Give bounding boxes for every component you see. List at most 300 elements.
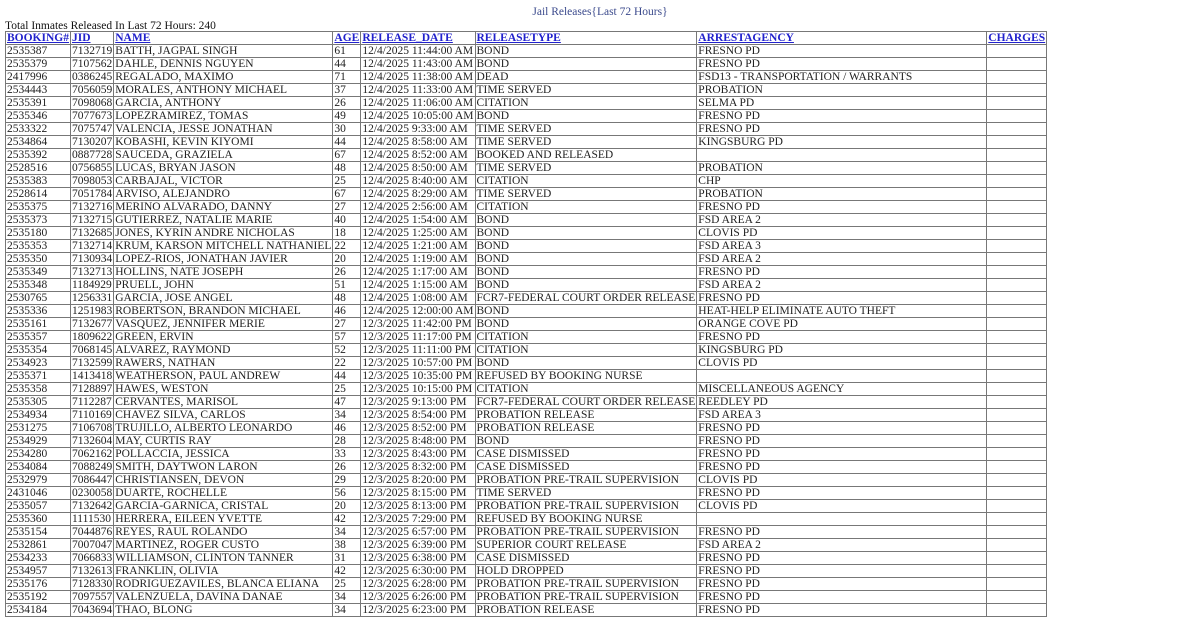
booking-number-cell: 2535057 [6,500,71,513]
jid-cell: 7075747 [71,123,113,135]
booking-number-cell: 2535354 [6,344,71,357]
arrest-agency-cell: FSD AREA 3 [697,240,987,253]
booking-number-cell: 2417996 [6,71,71,84]
table-row [6,331,1047,344]
arrest-agency-cell: KINGSBURG PD [697,136,987,149]
jid-cell: 1111530 [70,513,113,526]
arrest-agency-cell: MISCELLANEOUS AGENCY [697,383,987,396]
release-type-cell: BOND [475,214,697,227]
jid-cell: 1256331 [71,292,113,304]
arrest-agency-cell: SELMA PD [697,97,987,110]
charges-cell [987,45,1047,58]
charges-cell [987,604,1047,617]
name-cell: FRANKLIN, OLIVIA [114,565,333,578]
table-row [6,162,1047,175]
release-date-cell: 12/3/2025 6:57:00 PM [361,526,475,539]
age-cell: 42 [333,513,361,526]
arrest-agency-cell [697,513,987,526]
charges-cell [987,461,1047,474]
arrest-agency-cell: FRESNO PD [697,604,987,617]
table-row [6,448,1047,461]
jid-cell: 7128330 [71,578,113,590]
booking-number-cell: 2535371 [6,370,71,383]
release-type-cell: CASE DISMISSED [475,552,697,565]
charges-cell [987,552,1047,565]
age-cell: 25 [333,175,361,188]
table-row [6,58,1047,71]
name-cell: CHRISTIANSEN, DEVON [114,474,333,487]
arrest-agency-cell: FSD AREA 2 [697,279,987,292]
release-date-cell: 12/4/2025 11:43:00 AM [362,58,474,70]
age-cell: 42 [333,565,361,578]
age-cell: 67 [333,149,361,162]
table-row [6,474,1047,487]
table-row [6,591,1047,604]
arrest-agency-cell: FSD AREA 2 [697,214,987,227]
jid-cell: 1413418 [71,370,113,382]
charges-cell [987,448,1047,461]
age-cell: 29 [333,474,361,487]
table-row [6,552,1047,565]
table-row [6,357,1047,370]
release-date-cell: 12/3/2025 8:48:00 PM [361,435,475,448]
release-date-cell: 12/3/2025 6:23:00 PM [361,604,475,617]
booking-number-cell: 2535373 [6,214,71,227]
age-cell: 31 [333,552,361,565]
booking-number-cell: 2535192 [6,591,71,604]
jid-cell: 7132599 [71,357,113,369]
booking-number-cell: 2535360 [6,513,71,526]
booking-number-cell: 2534864 [6,136,71,149]
table-row [6,110,1047,123]
arrest-agency-cell: FRESNO PD [697,58,987,71]
charges-cell [987,84,1047,97]
booking-number-cell: 2431046 [6,487,71,500]
age-cell: 48 [333,162,361,175]
booking-number-cell: 2531275 [6,422,71,435]
jid-cell: 7106708 [71,422,113,434]
release-date-cell: 12/3/2025 8:54:00 PM [361,409,475,422]
age-cell: 26 [333,97,361,110]
arrest-agency-cell: FRESNO PD [697,487,987,500]
sort-link-jid[interactable]: JID [71,32,91,44]
age-cell: 22 [333,357,361,370]
name-cell: ARVISO, ALEJANDRO [114,188,333,201]
jid-cell: 7132604 [71,435,113,447]
release-type-cell: BOND [475,45,697,58]
name-cell: SMITH, DAYTWON LARON [114,461,333,474]
release-type-cell: BOND [475,305,697,318]
release-type-cell: TIME SERVED [475,487,697,500]
release-date-cell: 12/4/2025 1:08:00 AM [361,292,475,305]
age-cell: 48 [333,292,361,305]
release-type-cell: REFUSED BY BOOKING NURSE [475,370,697,383]
age-cell: 26 [333,266,361,279]
charges-cell [987,331,1047,344]
table-row [6,240,1047,253]
age-cell: 49 [333,110,361,123]
table-row [6,214,1047,227]
age-cell: 25 [333,578,361,591]
name-cell: RAWERS, NATHAN [114,357,333,370]
release-date-cell: 12/4/2025 12:00:00 AM [362,305,474,317]
age-cell: 37 [333,84,361,97]
booking-number-cell: 2534929 [6,435,71,448]
name-cell: PRUELL, JOHN [114,279,333,292]
jid-cell: 7086447 [71,474,113,486]
charges-cell [987,214,1047,227]
sort-link-charges[interactable]: CHARGES [988,32,1046,44]
release-date-cell: 12/4/2025 2:56:00 AM [361,201,475,214]
jid-cell: 7132719 [71,45,113,57]
booking-number-cell: 2534923 [6,357,71,370]
booking-number-cell: 2532979 [6,474,71,487]
booking-number-cell: 2535375 [6,201,71,214]
name-cell: CERVANTES, MARISOL [114,396,333,409]
release-type-cell: PROBATION RELEASE [475,422,697,435]
charges-cell [987,71,1047,84]
age-cell: 44 [333,136,361,149]
jid-cell: 7132714 [71,240,113,252]
jid-cell: 7132642 [71,500,113,512]
charges-cell [987,396,1047,409]
table-row [6,396,1047,409]
table-row [6,292,1047,305]
release-date-cell: 12/3/2025 8:43:00 PM [361,448,475,461]
release-type-cell: BOND [475,279,697,292]
jid-cell: 7056059 [71,84,113,96]
booking-number-cell: 2535349 [6,266,71,279]
jid-cell: 7132685 [71,227,113,239]
jid-cell: 7128897 [71,383,113,395]
sort-link-release-date[interactable]: RELEASE_DATE [362,32,453,44]
charges-cell [987,500,1047,513]
arrest-agency-cell: FSD AREA 2 [697,539,987,552]
table-row [6,253,1047,266]
charges-cell [987,422,1047,435]
name-cell: MORALES, ANTHONY MICHAEL [114,84,333,97]
page-title [0,6,1200,18]
arrest-agency-cell: FRESNO PD [697,552,987,565]
jid-cell: 7112287 [71,396,112,408]
arrest-agency-cell: CLOVIS PD [697,357,987,370]
name-cell: CHAVEZ SILVA, CARLOS [114,409,333,422]
charges-cell [987,58,1047,71]
table-row [6,201,1047,214]
release-type-cell: BOND [475,318,697,331]
header-age [333,32,361,45]
table-row [6,461,1047,474]
booking-number-cell: 2535387 [6,45,71,58]
jid-cell: 7097557 [71,591,113,603]
arrest-agency-cell: FRESNO PD [697,292,987,305]
release-type-cell: SUPERIOR COURT RELEASE [475,539,697,552]
age-cell: 34 [333,604,361,617]
age-cell: 67 [333,188,361,201]
booking-number-cell: 2535379 [6,58,71,71]
name-cell: DAHLE, DENNIS NGUYEN [114,58,333,71]
table-row [6,84,1047,97]
release-date-cell: 12/4/2025 11:38:00 AM [362,71,474,83]
booking-number-cell: 2535154 [6,526,71,539]
jid-cell: 7132613 [71,565,113,577]
sort-link-age[interactable]: AGE [334,32,360,44]
charges-cell [987,565,1047,578]
name-cell: VALENZUELA, DAVINA DANAE [114,591,333,604]
header-arrest-agency [697,32,987,45]
header-release-date [361,32,475,45]
name-cell: ALVAREZ, RAYMOND [114,344,333,357]
charges-cell [987,383,1047,396]
release-date-cell: 12/3/2025 7:29:00 PM [361,513,475,526]
booking-number-cell: 2528614 [6,188,71,201]
release-type-cell: TIME SERVED [475,136,697,149]
booking-number-cell: 2535161 [6,318,71,331]
name-cell: MAY, CURTIS RAY [114,435,333,448]
charges-cell [987,253,1047,266]
header-release-type [475,32,697,45]
charges-cell [987,175,1047,188]
name-cell: KOBASHI, KEVIN KIYOMI [114,136,333,149]
release-date-cell: 12/3/2025 6:30:00 PM [361,565,475,578]
release-type-cell: BOND [475,240,697,253]
arrest-agency-cell [697,370,987,383]
jid-cell: 7098053 [71,175,113,187]
table-row [6,526,1047,539]
age-cell: 56 [333,487,361,500]
table-header-row [6,32,1047,45]
jid-cell: 7110169 [71,409,112,421]
name-cell: ROBERTSON, BRANDON MICHAEL [114,305,333,318]
age-cell: 34 [333,409,361,422]
jid-cell: 7062162 [71,448,113,460]
jid-cell: 7043694 [71,604,113,616]
release-type-cell: TIME SERVED [475,188,697,201]
release-date-cell: 12/4/2025 1:19:00 AM [361,253,475,266]
arrest-agency-cell: KINGSBURG PD [697,344,987,357]
jid-cell: 7051784 [71,188,113,200]
release-type-cell: CITATION [475,331,697,344]
arrest-agency-cell: FRESNO PD [697,110,987,123]
age-cell: 40 [333,214,361,227]
arrest-agency-cell: CLOVIS PD [697,500,987,513]
booking-number-cell: 2534934 [6,409,71,422]
arrest-agency-cell: REEDLEY PD [697,396,987,409]
release-type-cell: DEAD [475,71,697,84]
arrest-agency-cell: FRESNO PD [697,422,987,435]
sort-link-arrest-agency[interactable]: ARRESTAGENCY [698,32,794,44]
booking-number-cell: 2535346 [6,110,71,123]
table-row [6,500,1047,513]
jid-cell: 7068145 [71,344,113,356]
jid-cell: 7098068 [71,97,113,109]
name-cell: LOPEZ-RIOS, JONATHAN JAVIER [114,253,333,266]
age-cell: 71 [333,71,361,84]
jid-cell: 7044876 [71,526,113,538]
release-date-cell: 12/4/2025 9:33:00 AM [361,123,475,136]
release-type-cell: PROBATION RELEASE [475,604,697,617]
booking-number-cell: 2535305 [6,396,71,409]
release-type-cell: BOND [475,266,697,279]
charges-cell [987,344,1047,357]
booking-number-cell: 2532861 [6,539,71,552]
charges-cell [987,240,1047,253]
jid-cell: 1809622 [71,331,113,343]
arrest-agency-cell: FRESNO PD [697,526,987,539]
total-released-count: Total Inmates Released In Last 72 Hours: 240 [5,20,216,32]
release-type-cell: PROBATION RELEASE [475,409,697,422]
release-type-cell: CITATION [475,344,697,357]
charges-cell [987,305,1047,318]
arrest-agency-cell: CLOVIS PD [697,227,987,240]
charges-cell [987,318,1047,331]
release-date-cell: 12/4/2025 1:15:00 AM [361,279,475,292]
jid-cell: 7066833 [71,552,113,564]
age-cell: 46 [333,422,361,435]
release-date-cell: 12/3/2025 6:38:00 PM [361,552,475,565]
booking-number-cell: 2534184 [6,604,71,617]
age-cell: 44 [333,58,361,71]
release-type-cell: CITATION [475,97,697,110]
age-cell: 22 [333,240,361,253]
jid-cell: 7132715 [71,214,113,226]
arrest-agency-cell: ORANGE COVE PD [697,318,987,331]
table-row [6,188,1047,201]
booking-number-cell: 2535180 [6,227,71,240]
name-cell: LOPEZRAMIREZ, TOMAS [114,110,333,123]
table-row [6,578,1047,591]
charges-cell [987,110,1047,123]
age-cell: 33 [333,448,361,461]
jid-cell: 7130934 [71,253,113,265]
release-type-cell: PROBATION PRE-TRAIL SUPERVISION [475,474,697,487]
table-row [6,383,1047,396]
age-cell: 28 [333,435,361,448]
name-cell: WEATHERSON, PAUL ANDREW [114,370,333,383]
name-cell: VASQUEZ, JENNIFER MERIE [114,318,333,331]
header-name [114,32,333,45]
arrest-agency-cell: FRESNO PD [697,45,987,58]
release-type-cell: BOND [475,227,697,240]
age-cell: 27 [333,318,361,331]
release-date-cell: 12/3/2025 8:15:00 PM [361,487,475,500]
header-booking [6,32,71,45]
jid-cell: 7132716 [71,201,113,213]
charges-cell [987,409,1047,422]
release-type-cell: BOND [475,58,697,71]
release-type-cell: CITATION [475,175,697,188]
charges-cell [987,292,1047,305]
booking-number-cell: 2535350 [6,253,71,266]
sort-link-release-type[interactable]: RELEASETYPE [476,32,561,44]
release-date-cell: 12/4/2025 11:44:00 AM [362,45,474,57]
release-date-cell: 12/4/2025 1:21:00 AM [361,240,475,253]
age-cell: 61 [333,45,361,58]
charges-cell [987,279,1047,292]
age-cell: 20 [333,500,361,513]
jid-cell: 1184929 [71,279,112,291]
table-row [6,435,1047,448]
age-cell: 34 [333,526,361,539]
release-date-cell: 12/3/2025 8:32:00 PM [361,461,475,474]
name-cell: GREEN, ERVIN [114,331,333,344]
release-type-cell: BOOKED AND RELEASED [475,149,697,162]
release-date-cell: 12/4/2025 1:17:00 AM [361,266,475,279]
jid-cell: 7107562 [71,58,113,70]
name-cell: LUCAS, BRYAN JASON [114,162,333,175]
table-row [6,422,1047,435]
sort-link-name[interactable]: NAME [115,32,151,44]
table-row [6,136,1047,149]
arrest-agency-cell: FRESNO PD [697,266,987,279]
releases-table [5,31,1047,617]
charges-cell [987,487,1047,500]
booking-number-cell: 2535336 [6,305,71,318]
table-row [6,305,1047,318]
age-cell: 26 [333,461,361,474]
sort-link-booking[interactable]: BOOKING# [7,32,69,44]
release-type-cell: PROBATION PRE-TRAIL SUPERVISION [475,526,697,539]
release-date-cell: 12/3/2025 11:42:00 PM [361,318,475,331]
booking-number-cell: 2528516 [6,162,71,175]
table-row [6,318,1047,331]
release-type-cell: CITATION [475,201,697,214]
charges-cell [987,526,1047,539]
page-title-text: Jail Releases{Last 72 Hours} [532,6,668,18]
name-cell: VALENCIA, JESSE JONATHAN [114,123,333,136]
age-cell: 44 [333,370,361,383]
arrest-agency-cell: PROBATION [697,188,987,201]
age-cell: 25 [333,383,361,396]
arrest-agency-cell: FSD AREA 3 [697,409,987,422]
charges-cell [987,188,1047,201]
booking-number-cell: 2535391 [6,97,71,110]
table-row [6,539,1047,552]
release-type-cell: CITATION [475,383,697,396]
charges-cell [987,97,1047,110]
table-row [6,409,1047,422]
release-date-cell: 12/4/2025 8:58:00 AM [361,136,475,149]
release-date-cell: 12/3/2025 11:17:00 PM [361,331,475,344]
arrest-agency-cell: FRESNO PD [697,448,987,461]
jid-cell: 0756855 [71,162,113,174]
header-charges [987,32,1047,45]
table-row [6,370,1047,383]
release-date-cell: 12/4/2025 8:40:00 AM [361,175,475,188]
table-row [6,487,1047,500]
release-type-cell: CASE DISMISSED [475,461,697,474]
booking-number-cell: 2535392 [6,149,71,162]
age-cell: 34 [333,591,361,604]
name-cell: BATTH, JAGPAL SINGH [114,45,333,58]
name-cell: GARCIA-GARNICA, CRISTAL [114,500,333,513]
release-type-cell: TIME SERVED [475,123,697,136]
charges-cell [987,357,1047,370]
table-row [6,175,1047,188]
booking-number-cell: 2535383 [6,175,71,188]
arrest-agency-cell: FRESNO PD [697,123,987,136]
jid-cell: 7130207 [71,136,113,148]
release-type-cell: FCR7-FEDERAL COURT ORDER RELEASE [476,292,696,304]
release-date-cell: 12/4/2025 11:06:00 AM [362,97,474,109]
arrest-agency-cell: CHP [697,175,987,188]
booking-number-cell: 2533322 [6,123,71,136]
table-row [6,344,1047,357]
charges-cell [987,123,1047,136]
release-date-cell: 12/4/2025 10:05:00 AM [362,110,474,122]
charges-cell [987,227,1047,240]
charges-cell [987,591,1047,604]
